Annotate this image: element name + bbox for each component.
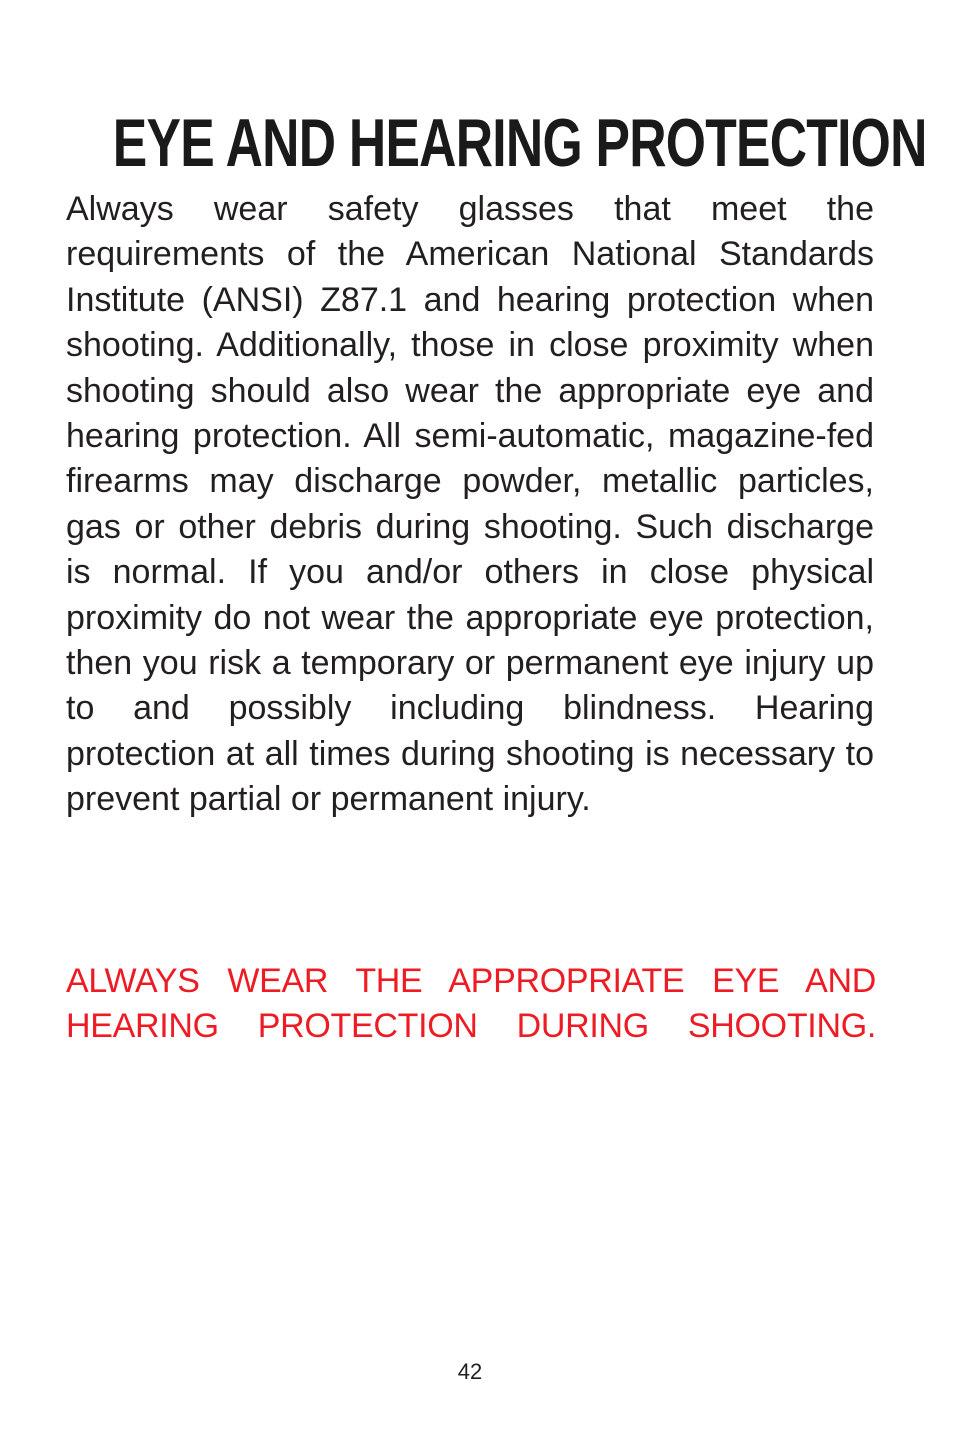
body-paragraph: Always wear safety glasses that meet the requirements of the American National Standards Institute (ANSI) Z87.1 and hearing protection when shooting. Additionally, those in close proximity when shooting should also wear the appropriate eye and hearing protection. All semi-automatic, magazine-fed firearms may discharge powder, metallic particles, gas or other debris during shooting. Such discharge is normal. If you and/or others in close physical proximity do not wear the appropriate eye protection, then you risk a temporary or permanent eye injury up to and possibly including blindness. Hearing protection at all times during shooting is necessary to prevent partial or permanent injury. bbox=[66, 190, 874, 819]
page-title: EYE AND HEARING PROTECTION bbox=[112, 104, 927, 181]
page-number: 42 bbox=[457, 1359, 483, 1384]
warning-paragraph: ALWAYS WEAR THE APPROPRIATE EYE AND HEARING PROTECTION DURING SHOOTING. bbox=[66, 962, 876, 1046]
